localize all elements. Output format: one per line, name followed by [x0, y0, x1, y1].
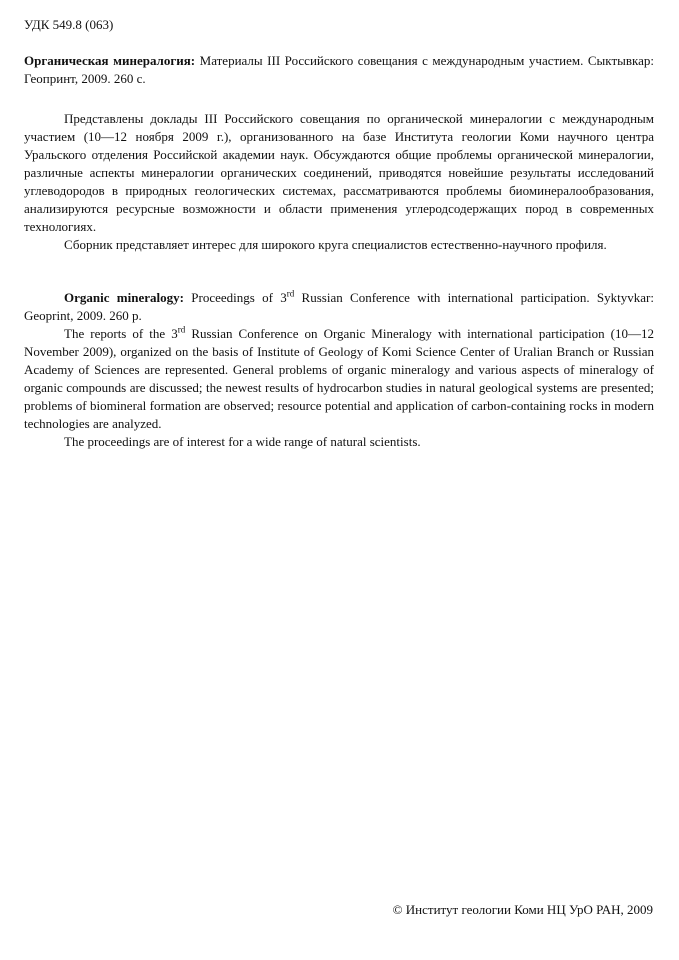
ru-bib-rest: Материалы III Российского совещания с международным участием. Сыктывкар: Геопринт, 2009. 260 с. [24, 53, 654, 86]
en-bib-title: Organic mineralogy: [64, 290, 184, 305]
en-bib-rest-a: Proceedings of 3 [183, 290, 287, 305]
en-abstract [24, 325, 654, 433]
en-audience: The proceedings are of interest for a wide range of natural scientists. [64, 434, 421, 449]
en-abstract-b: Russian Conference on Organic Mineralogy with international participation (10—12 November 2009), organized on the basis of Institute of Geology of Komi Science Center of Uralian Branch or Russian Academy of Sciences are represented. General problems of organic mineralogy and various aspects of mineralogy of organic compounds are discussed; the newest results of hydrocarbon studies in natural geological systems are presented; problems of biomineral formation are observed; resource potential and application of carbon-containing rocks in modern technologies are analyzed. [24, 326, 654, 431]
udc-code: УДК 549.8 (063) [24, 17, 114, 32]
english-annotation [24, 289, 654, 451]
ru-abstract: Представлены доклады III Российского совещания по органической минералогии с международным участием (10—12 ноября 2009 г.), организованного на базе Института геологии Коми научного центра Уральского отделения Российской академии наук. Обсуждаются общие проблемы органической минералогии, различные аспекты минералогии органических соединений, приводятся новейшие результаты исследований углеводородов в природных геологических системах, рассматриваются проблемы биоминералообразования, анализируются ресурсные возможности и области применения углеродсодержащих пород в современных технологиях. [24, 111, 654, 234]
en-bibliographic-entry [24, 289, 654, 325]
copyright-notice: © Институт геологии Коми НЦ УрО РАН, 2009 [392, 902, 653, 917]
en-abstract-ordinal: rd [177, 324, 186, 335]
en-abstract-a: The reports of the 3 [64, 326, 178, 341]
ru-bib-title: Органическая минералогия: [24, 53, 196, 68]
ru-audience: Сборник представляет интерес для широкого круга специалистов естественно-научного профиля. [64, 237, 607, 252]
ru-bibliographic-entry [24, 52, 654, 88]
russian-annotation [24, 52, 654, 254]
en-ordinal-suffix: rd [286, 288, 295, 299]
en-bib-rest-b: Russian Conference with international participation. Syktyvkar: Geoprint, 2009. 260 p. [24, 290, 654, 323]
